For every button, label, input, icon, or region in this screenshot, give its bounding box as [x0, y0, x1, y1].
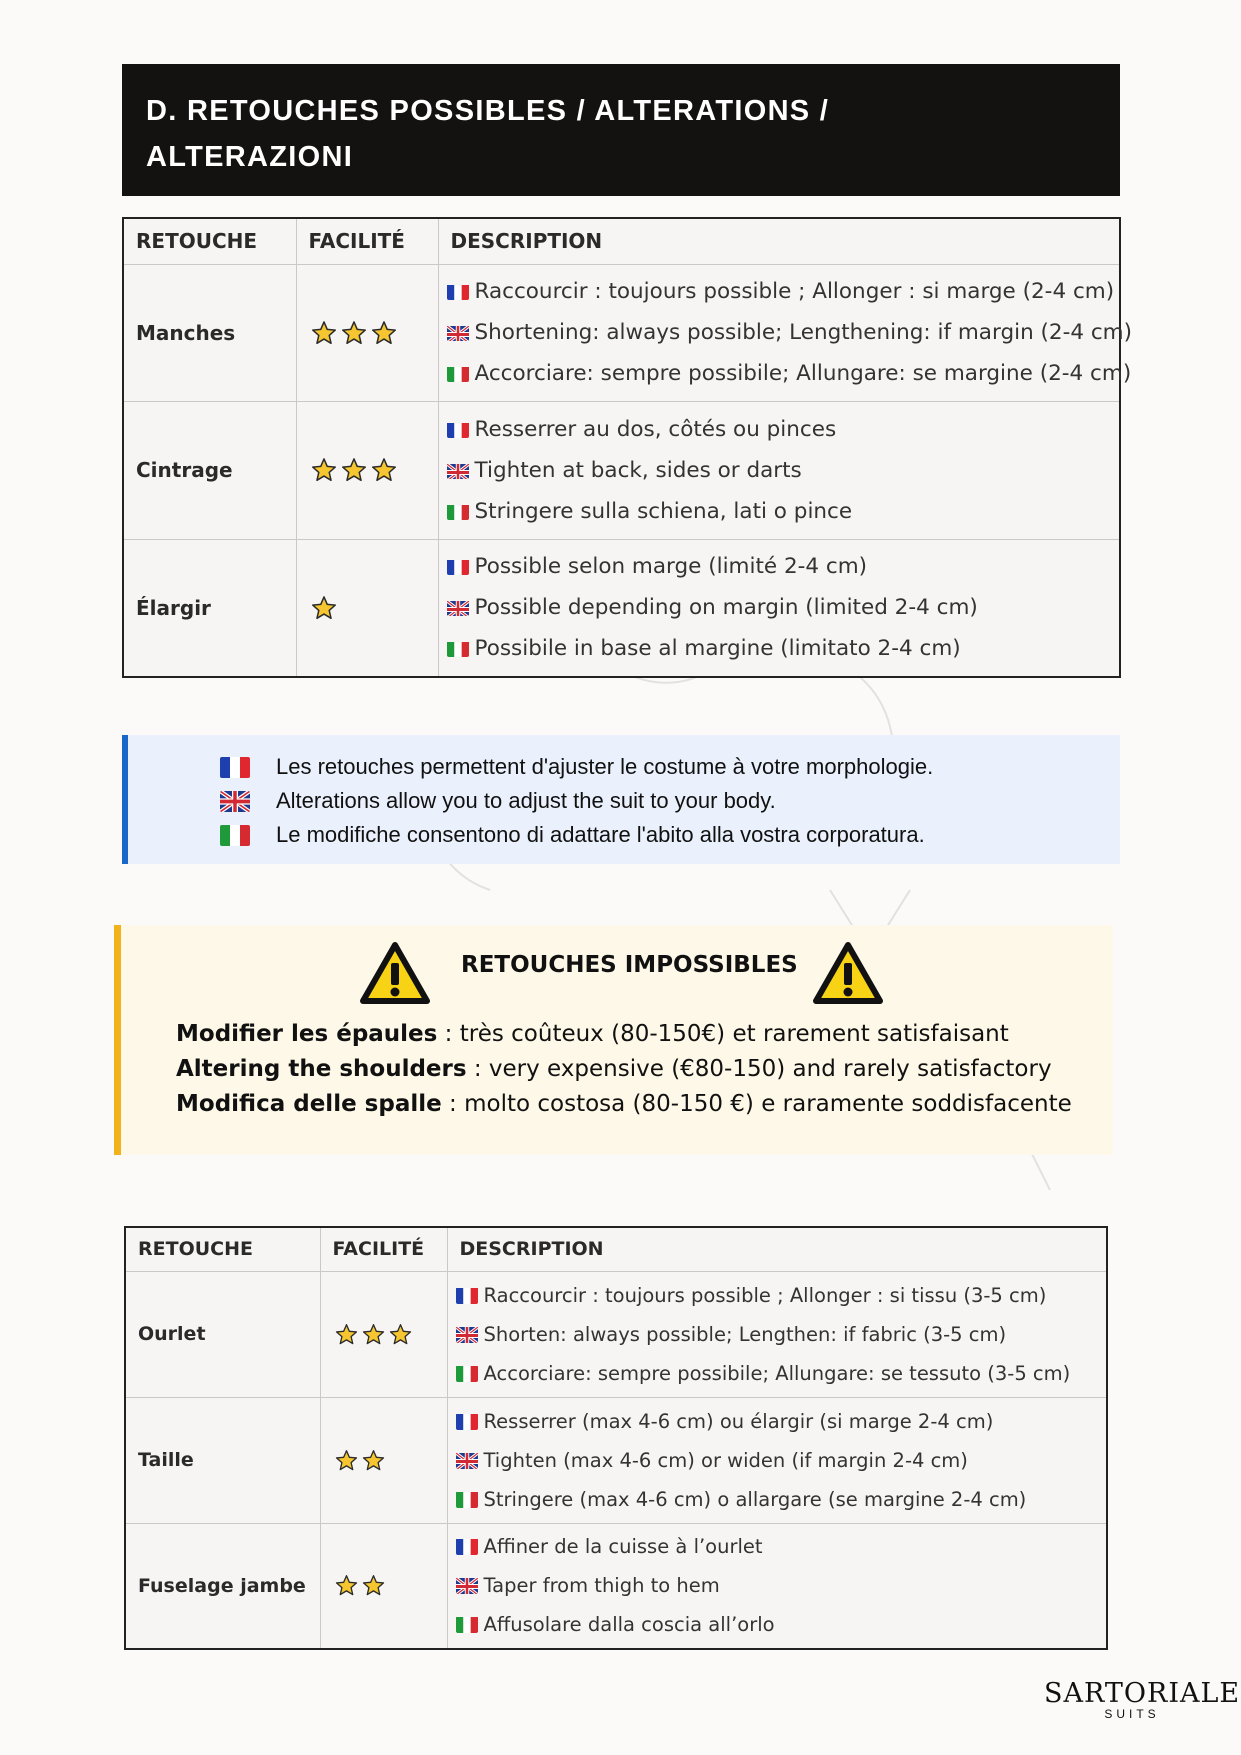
row-retouche-name: Fuselage jambe — [125, 1523, 320, 1649]
uk-flag-icon — [456, 1452, 478, 1469]
row-description — [438, 402, 1120, 540]
description-text-it: Accorciare: sempre possibile; Allungare: se tessuto (3-5 cm) — [483, 1361, 1071, 1385]
france-flag-icon — [220, 757, 250, 778]
col-header-description: DESCRIPTION — [447, 1227, 1107, 1271]
table-header-row — [123, 218, 1120, 264]
warning-line-it-rest: : molto costosa (80-150 €) e raramente soddisfacente — [441, 1091, 1072, 1117]
description-text-fr: Resserrer (max 4-6 cm) ou élargir (si marge 2-4 cm) — [483, 1409, 994, 1433]
description-line-en — [439, 312, 1133, 353]
row-retouche-name: Taille — [125, 1397, 320, 1523]
warning-line-en-rest: : very expensive (€80-150) and rarely satisfactory — [466, 1056, 1052, 1082]
description-line-fr — [448, 1527, 1107, 1566]
star-icon — [341, 320, 367, 346]
italy-flag-icon — [456, 1365, 478, 1382]
col-header-facilite: FACILITÉ — [320, 1227, 447, 1271]
table-row — [123, 402, 1120, 540]
star-icon — [362, 1449, 385, 1472]
info-line-en — [220, 784, 1120, 818]
italy-flag-icon — [447, 365, 469, 382]
description-text-fr: Raccourcir : toujours possible ; Allonger : si tissu (3-5 cm) — [483, 1283, 1047, 1307]
warning-line-fr — [176, 1017, 1072, 1052]
description-line-en — [439, 587, 1120, 628]
star-icon — [371, 457, 397, 483]
star-icon — [362, 1574, 385, 1597]
star-icon — [335, 1574, 358, 1597]
col-header-retouche: RETOUCHE — [125, 1227, 320, 1271]
description-line-it — [439, 628, 1120, 669]
warning-box — [114, 925, 1113, 1155]
warning-title: RETOUCHES IMPOSSIBLES — [461, 952, 798, 978]
france-flag-icon — [447, 558, 469, 575]
section-title-line1: D. RETOUCHES POSSIBLES / ALTERATIONS / — [146, 95, 830, 127]
row-retouche-name: Élargir — [123, 539, 296, 677]
description-text-it: Affusolare dalla coscia all’orlo — [483, 1613, 775, 1637]
brand-name: SARTORIALE — [1044, 1678, 1241, 1709]
star-icon — [311, 320, 337, 346]
warning-line-it — [176, 1087, 1072, 1122]
description-line-fr — [439, 409, 1120, 450]
description-line-it — [439, 491, 1120, 532]
description-line-en — [448, 1441, 1107, 1480]
col-header-retouche: RETOUCHE — [123, 218, 296, 264]
description-text-fr: Possible selon marge (limité 2-4 cm) — [474, 554, 868, 580]
uk-flag-icon — [447, 599, 469, 616]
description-line-en — [448, 1566, 1107, 1605]
row-difficulty-rating — [296, 402, 438, 540]
star-icon — [341, 457, 367, 483]
description-line-fr — [448, 1276, 1107, 1315]
brand-logo — [1044, 1678, 1241, 1721]
description-text-en: Possible depending on margin (limited 2-4 cm) — [474, 595, 978, 621]
row-difficulty-rating — [320, 1397, 447, 1523]
info-box — [122, 735, 1120, 864]
table-header-row — [125, 1227, 1107, 1271]
row-description — [447, 1523, 1107, 1649]
star-icon — [389, 1323, 412, 1346]
row-description — [438, 539, 1120, 677]
col-header-description: DESCRIPTION — [438, 218, 1120, 264]
star-icon — [371, 320, 397, 346]
description-line-it — [439, 353, 1132, 394]
alterations-table-trousers — [124, 1226, 1108, 1650]
italy-flag-icon — [220, 825, 250, 846]
section-title-line2: ALTERAZIONI — [146, 141, 354, 173]
description-line-it — [448, 1605, 1107, 1644]
italy-flag-icon — [447, 503, 469, 520]
section-header — [122, 64, 1120, 196]
row-description — [447, 1271, 1107, 1397]
row-description — [438, 264, 1133, 402]
description-text-en: Tighten at back, sides or darts — [474, 457, 802, 483]
france-flag-icon — [456, 1287, 478, 1304]
row-retouche-name: Ourlet — [125, 1271, 320, 1397]
description-text-it: Accorciare: sempre possibile; Allungare: se margine (2-4 cm) — [474, 361, 1132, 387]
info-text-en: Alterations allow you to adjust the suit to your body. — [276, 788, 776, 813]
description-text-it: Stringere sulla schiena, lati o pince — [474, 498, 853, 524]
brand-subtitle: SUITS — [1104, 1707, 1160, 1721]
description-text-en: Tighten (max 4-6 cm) or widen (if margin 2-4 cm) — [483, 1448, 968, 1472]
star-icon — [311, 595, 337, 621]
table-row — [123, 539, 1120, 677]
warning-lines — [176, 1017, 1072, 1122]
table-row — [125, 1523, 1107, 1649]
description-line-it — [448, 1354, 1107, 1393]
warning-icon — [359, 941, 431, 1005]
info-text-fr: Les retouches permettent d'ajuster le costume à votre morphologie. — [276, 754, 934, 779]
warning-line-fr-rest: : très coûteux (80-150€) et rarement satisfaisant — [437, 1021, 1009, 1047]
star-icon — [362, 1323, 385, 1346]
star-icon — [335, 1449, 358, 1472]
col-header-facilite: FACILITÉ — [296, 218, 438, 264]
france-flag-icon — [447, 283, 469, 300]
description-text-fr: Resserrer au dos, côtés ou pinces — [474, 416, 837, 442]
star-icon — [311, 457, 337, 483]
row-difficulty-rating — [296, 264, 438, 402]
uk-flag-icon — [456, 1577, 478, 1594]
italy-flag-icon — [456, 1491, 478, 1508]
star-icon — [335, 1323, 358, 1346]
description-text-en: Shorten: always possible; Lengthen: if fabric (3-5 cm) — [483, 1322, 1007, 1346]
table-row — [125, 1397, 1107, 1523]
description-text-it: Possibile in base al margine (limitato 2-4 cm) — [474, 636, 961, 662]
description-line-fr — [439, 546, 1120, 587]
france-flag-icon — [456, 1538, 478, 1555]
warning-line-en-bold: Altering the shoulders — [176, 1056, 467, 1082]
warning-icon — [812, 941, 884, 1005]
description-line-en — [448, 1315, 1107, 1354]
warning-line-fr-bold: Modifier les épaules — [176, 1021, 438, 1047]
uk-flag-icon — [456, 1326, 478, 1343]
france-flag-icon — [456, 1413, 478, 1430]
uk-flag-icon — [447, 462, 469, 479]
info-line-fr — [220, 750, 1120, 784]
description-text-fr: Raccourcir : toujours possible ; Allonger : si marge (2-4 cm) — [474, 279, 1115, 305]
italy-flag-icon — [447, 640, 469, 657]
description-line-fr — [439, 271, 1120, 312]
row-retouche-name: Cintrage — [123, 402, 296, 540]
description-text-en: Shortening: always possible; Lengthening: if margin (2-4 cm) — [474, 320, 1133, 346]
table-row — [123, 264, 1120, 402]
description-text-it: Stringere (max 4-6 cm) o allargare (se margine 2-4 cm) — [483, 1487, 1027, 1511]
row-difficulty-rating — [296, 539, 438, 677]
alterations-table-jacket — [122, 217, 1133, 678]
description-text-fr: Affiner de la cuisse à l’ourlet — [483, 1535, 763, 1559]
row-retouche-name: Manches — [123, 264, 296, 402]
warning-line-en — [176, 1052, 1072, 1087]
warning-line-it-bold: Modifica delle spalle — [176, 1091, 442, 1117]
france-flag-icon — [447, 421, 469, 438]
description-line-fr — [448, 1402, 1107, 1441]
description-text-en: Taper from thigh to hem — [483, 1574, 720, 1598]
description-line-en — [439, 450, 1120, 491]
row-difficulty-rating — [320, 1523, 447, 1649]
row-difficulty-rating — [320, 1271, 447, 1397]
info-line-it — [220, 818, 1120, 852]
uk-flag-icon — [447, 324, 469, 341]
row-description — [447, 1397, 1107, 1523]
info-text-it: Le modifiche consentono di adattare l'abito alla vostra corporatura. — [276, 822, 925, 847]
table-row — [125, 1271, 1107, 1397]
description-line-it — [448, 1480, 1107, 1519]
italy-flag-icon — [456, 1616, 478, 1633]
uk-flag-icon — [220, 791, 250, 812]
